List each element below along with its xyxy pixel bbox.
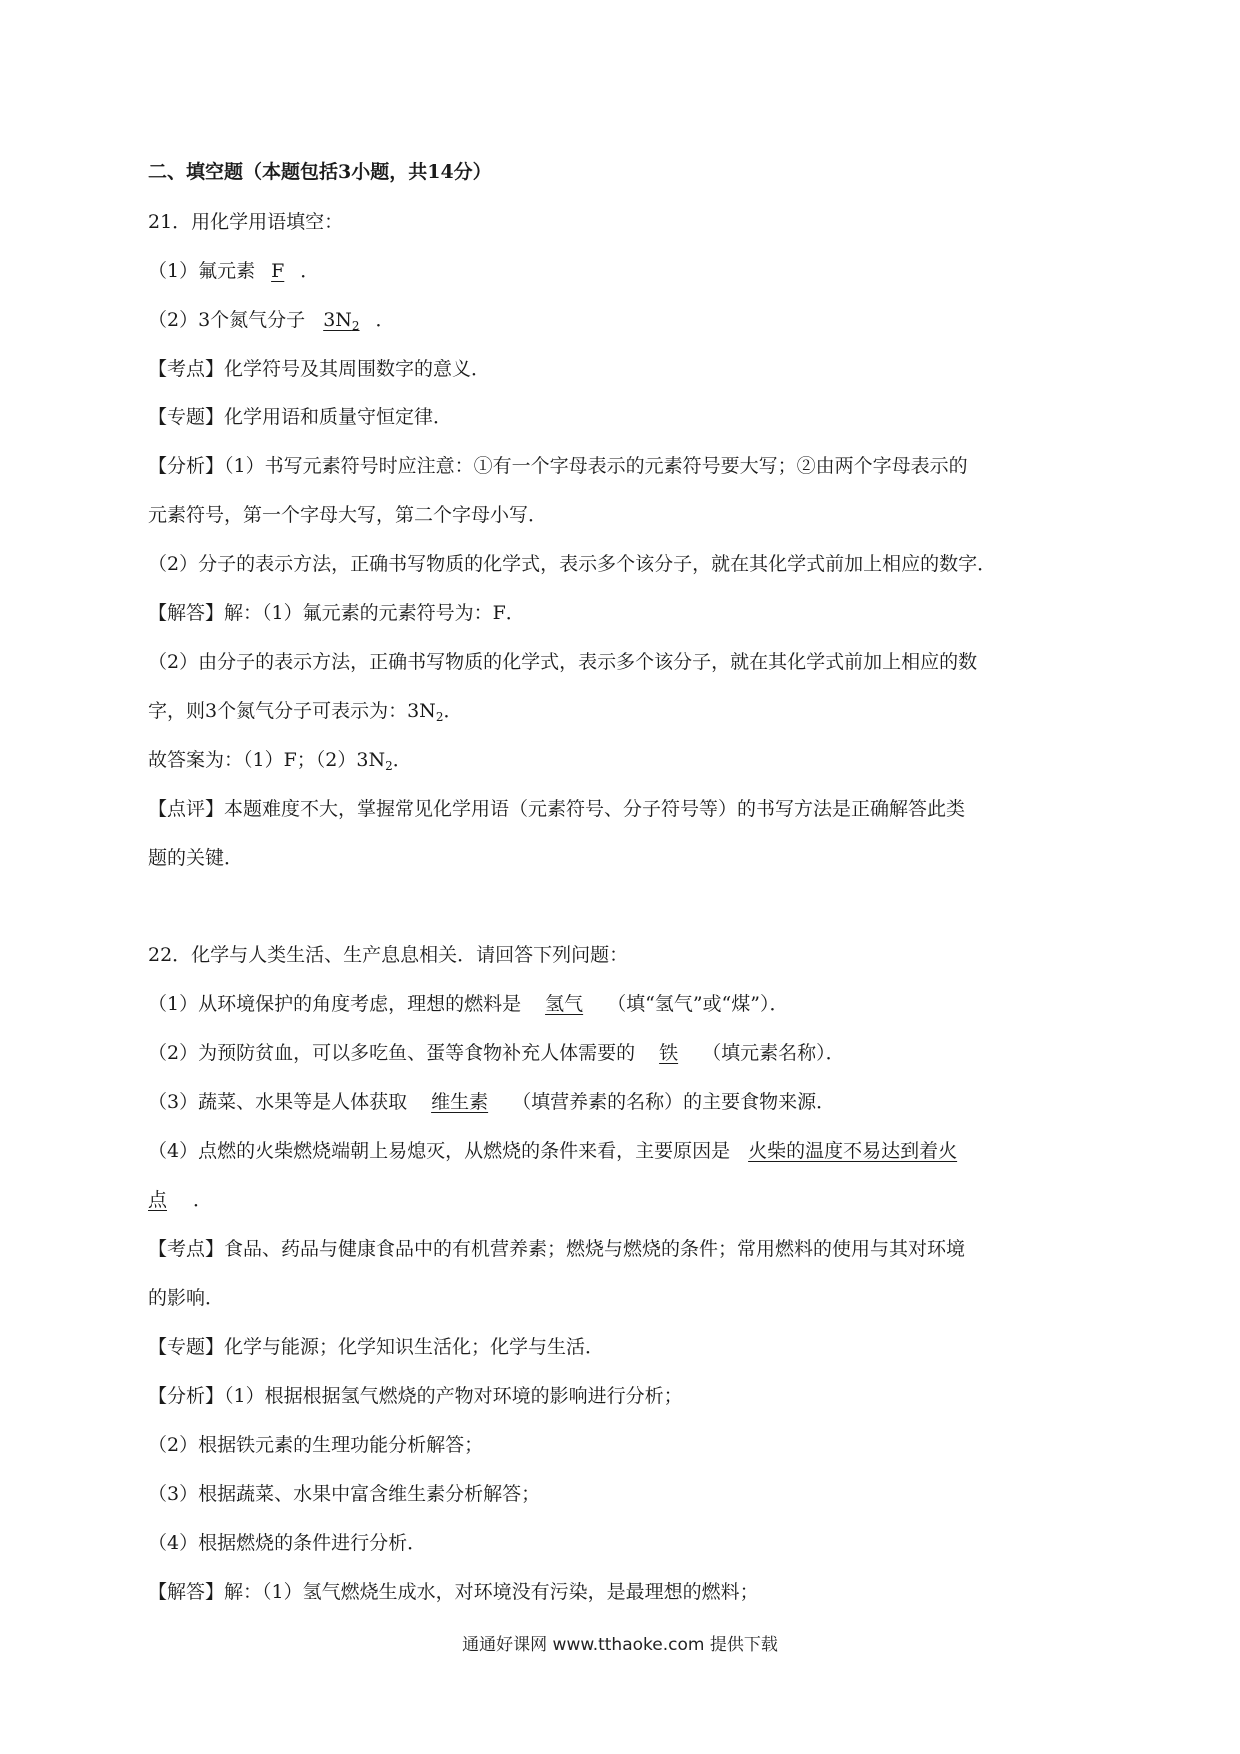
q21-jieda-line3-sub: 2 (435, 710, 444, 724)
q22-kaodian (148, 1240, 965, 1259)
q21-part1 (148, 262, 319, 281)
q22-fenxi-line1: （1）根据根据氢气燃烧的产物对环境的影响进行分析； (224, 1385, 683, 1407)
q21-jieda-line1: 解：（1）氟元素的元素符号为：F． (224, 602, 525, 624)
q21-part2-prompt: （2）3个氮气分子 (148, 309, 306, 331)
q22-stem: 22．化学与人类生活、生产息息相关．请回答下列问题： (148, 944, 629, 966)
q21-fenxi (148, 457, 968, 476)
q22-kaodian-tag: 【考点】 (148, 1238, 225, 1260)
dianping-tag: 【点评】 (148, 798, 225, 820)
footer-source: 通通好课网 www.tthaoke.com 提供下载 (462, 1635, 778, 1655)
q21-jieda-line3-punct: ． (443, 700, 463, 722)
q21-dianping-line2: 题的关键． (148, 847, 244, 869)
q21-fenxi-line3: （2）分子的表示方法，正确书写物质的化学式，表示多个该分子，就在其化学式前加上相应的数字． (148, 553, 997, 575)
q21-part1-prompt: （1）氟元素 (148, 260, 256, 282)
q21-zhuanti-text: 化学用语和质量守恒定律． (224, 406, 453, 428)
q21-answer-text: 故答案为：（1）F；（2）3N (148, 749, 386, 771)
q22-kaodian-line1: 食品、药品与健康食品中的有机营养素；燃烧与燃烧的条件；常用燃料的使用与其对环境 (224, 1238, 966, 1260)
q22-zhuanti-text: 化学与能源；化学知识生活化；化学与生活． (224, 1336, 605, 1358)
q22-part4-answer: 火柴的温度不易达到着火 (748, 1140, 958, 1162)
q22-fenxi (148, 1387, 683, 1406)
q22-part4-answer-cont: 点 (148, 1189, 168, 1211)
q22-jieda-tag: 【解答】 (148, 1581, 225, 1603)
q21-jieda-line3 (148, 702, 462, 723)
q22-part3 (148, 1093, 835, 1112)
q22-part2-note: （填元素名称）． (702, 1042, 845, 1064)
q22-part2 (148, 1044, 845, 1063)
q22-part3-prompt: （3）蔬菜、水果等是人体获取 (148, 1091, 408, 1113)
q22-kaodian-line2: 的影响． (148, 1287, 225, 1309)
q22-fenxi-line3: （3）根据蔬菜、水果中富含维生素分析解答； (148, 1483, 541, 1505)
fenxi-tag: 【分析】 (148, 455, 225, 477)
q22-part4-punct: ． (193, 1189, 213, 1211)
q22-fenxi-line4: （4）根据燃烧的条件进行分析． (148, 1532, 427, 1554)
q21-fenxi-line2: 元素符号，第一个字母大写，第二个字母小写． (148, 504, 548, 526)
q22-part4 (148, 1142, 963, 1161)
q22-part1 (148, 995, 788, 1014)
q22-part2-answer: 铁 (659, 1042, 679, 1064)
q21-part1-answer: F (271, 260, 285, 282)
q22-part3-answer: 维生素 (431, 1091, 489, 1113)
q22-fenxi-tag: 【分析】 (148, 1385, 225, 1407)
q21-jieda (148, 604, 525, 623)
q22-jieda (148, 1583, 759, 1602)
kaodian-tag: 【考点】 (148, 358, 225, 380)
q22-fenxi-line2: （2）根据铁元素的生理功能分析解答； (148, 1434, 484, 1456)
jieda-tag: 【解答】 (148, 602, 225, 624)
q21-part2-punct: ． (375, 309, 395, 331)
q22-part1-answer: 氢气 (545, 993, 584, 1015)
q21-dianping (148, 800, 965, 819)
q22-part3-note: （填营养素的名称）的主要食物来源． (512, 1091, 836, 1113)
q21-dianping-line1: 本题难度不大，掌握常见化学用语（元素符号、分子符号等）的书写方法是正确解答此类 (224, 798, 966, 820)
q21-kaodian (148, 360, 490, 379)
q21-answer-punct: ． (392, 749, 412, 771)
section-title: 二、填空题（本题包括3小题，共14分） (148, 161, 492, 183)
q22-part2-prompt: （2）为预防贫血，可以多吃鱼、蛋等食物补充人体需要的 (148, 1042, 636, 1064)
q21-part2 (148, 311, 395, 332)
q21-kaodian-text: 化学符号及其周围数字的意义． (224, 358, 491, 380)
q21-answer-sub: 2 (385, 759, 393, 773)
q22-zhuanti (148, 1338, 604, 1357)
q22-part1-note: （填“氢气”或“煤”）． (607, 993, 789, 1015)
q22-part4-prompt: （4）点燃的火柴燃烧端朝上易熄灭，从燃烧的条件来看，主要原因是 (148, 1140, 731, 1162)
q21-zhuanti (148, 408, 452, 427)
q22-part4-line2 (148, 1191, 212, 1210)
q21-fenxi-line1: （1）书写元素符号时应注意：①有一个字母表示的元素符号要大写；②由两个字母表示的 (224, 455, 968, 477)
q21-jieda-line2: （2）由分子的表示方法，正确书写物质的化学式，表示多个该分子，就在其化学式前加上相应的数 (148, 651, 978, 673)
q21-answer (148, 751, 412, 772)
q21-jieda-line3-text: 字，则3个氮气分子可表示为：3N (148, 700, 436, 722)
q22-jieda-line1: 解：（1）氢气燃烧生成水，对环境没有污染，是最理想的燃料； (224, 1581, 759, 1603)
q22-zhuanti-tag: 【专题】 (148, 1336, 225, 1358)
q21-part1-punct: ． (300, 260, 320, 282)
q21-part2-answer: $3N_2$ (323, 309, 360, 333)
q21-stem: 21．用化学用语填空： (148, 211, 344, 233)
q22-part1-prompt: （1）从环境保护的角度考虑，理想的燃料是 (148, 993, 522, 1015)
zhuanti-tag: 【专题】 (148, 406, 225, 428)
